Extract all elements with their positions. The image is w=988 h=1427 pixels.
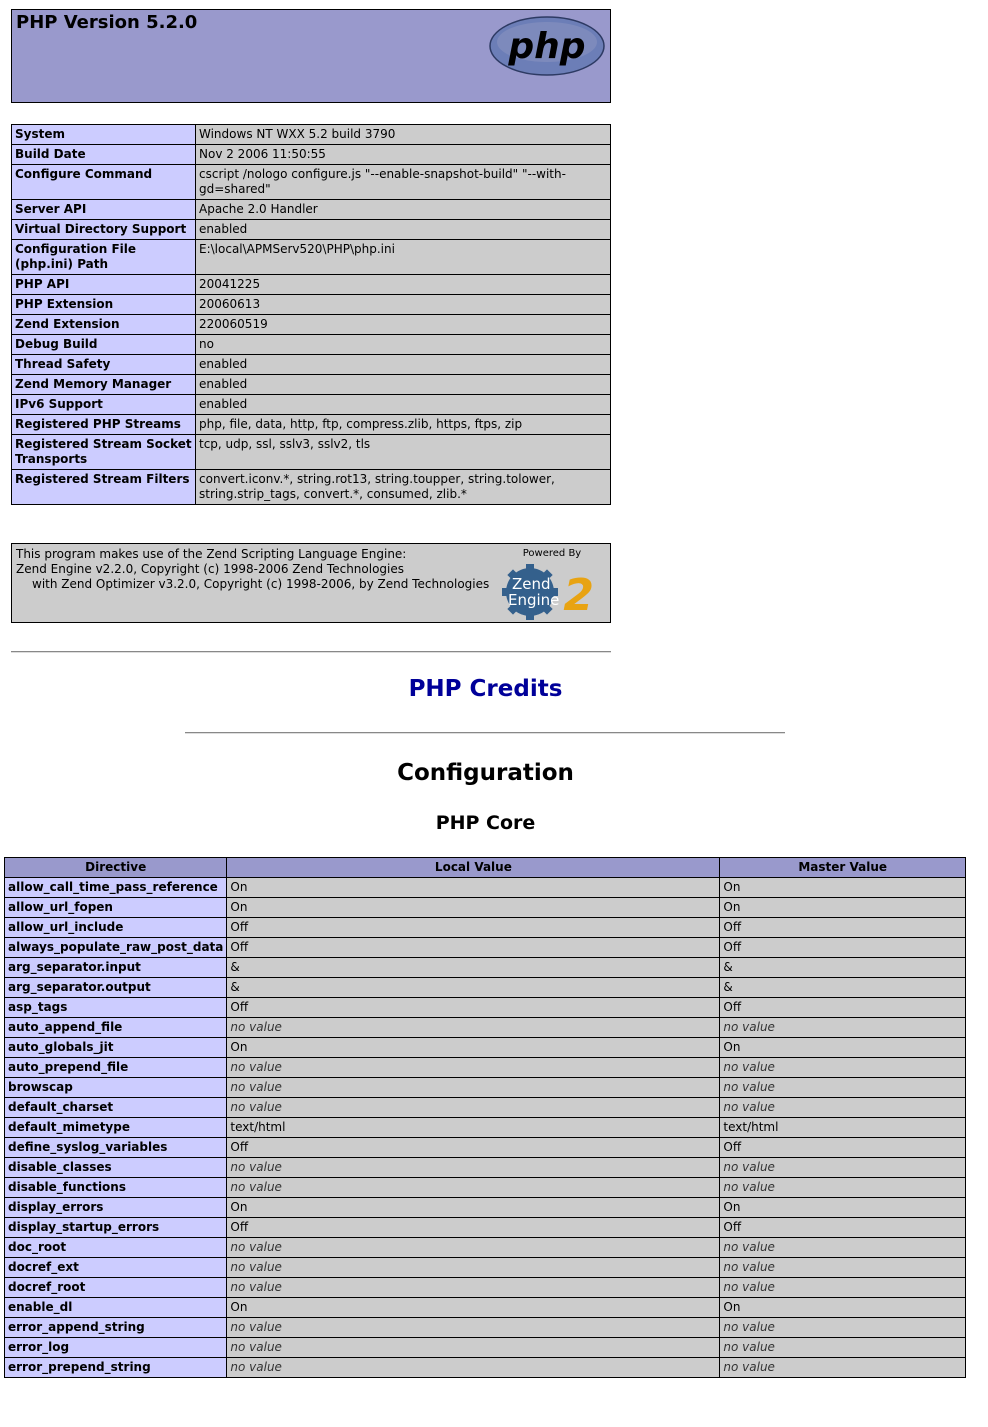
table-row [5, 1218, 966, 1238]
local-value: no value [227, 1318, 720, 1338]
master-value: On [720, 898, 966, 918]
local-value: Off [227, 918, 720, 938]
svg-text:Zend: Zend [512, 575, 551, 593]
master-value: no value [720, 1358, 966, 1378]
master-value: On [720, 1038, 966, 1058]
directive-name: disable_classes [5, 1158, 227, 1178]
directive-name: disable_functions [5, 1178, 227, 1198]
local-value: Off [227, 938, 720, 958]
table-row [12, 315, 611, 335]
table-row [12, 295, 611, 315]
divider [185, 732, 785, 734]
directive-name: docref_ext [5, 1258, 227, 1278]
local-value: Off [227, 1218, 720, 1238]
info-name: Registered PHP Streams [12, 415, 196, 435]
table-row [5, 898, 966, 918]
table-row [12, 375, 611, 395]
info-name: PHP Extension [12, 295, 196, 315]
svg-text:2: 2 [563, 570, 594, 621]
master-value: On [720, 878, 966, 898]
local-value: no value [227, 1238, 720, 1258]
directive-name: docref_root [5, 1278, 227, 1298]
directive-name: default_charset [5, 1098, 227, 1118]
directive-name: error_append_string [5, 1318, 227, 1338]
column-header-directive: Directive [5, 858, 227, 878]
table-row [5, 1198, 966, 1218]
master-value: On [720, 1198, 966, 1218]
table-row [12, 145, 611, 165]
master-value: no value [720, 1158, 966, 1178]
master-value: text/html [720, 1118, 966, 1138]
info-name: Build Date [12, 145, 196, 165]
table-row [5, 878, 966, 898]
directive-name: allow_url_include [5, 918, 227, 938]
info-name: System [12, 125, 196, 145]
directive-name: auto_globals_jit [5, 1038, 227, 1058]
local-value: On [227, 1198, 720, 1218]
directive-name: enable_dl [5, 1298, 227, 1318]
directive-name: allow_url_fopen [5, 898, 227, 918]
php-logo-icon[interactable] [489, 16, 605, 76]
local-value: text/html [227, 1118, 720, 1138]
table-row [12, 355, 611, 375]
info-value: no [196, 335, 611, 355]
table-row [5, 1298, 966, 1318]
master-value: no value [720, 1258, 966, 1278]
local-value: no value [227, 1358, 720, 1378]
info-name: Debug Build [12, 335, 196, 355]
table-row [5, 938, 966, 958]
table-row [12, 200, 611, 220]
page-title-cell [12, 10, 611, 103]
local-value: no value [227, 1338, 720, 1358]
info-value: enabled [196, 355, 611, 375]
info-value: enabled [196, 375, 611, 395]
php-core-table [4, 857, 966, 1378]
table-row [5, 1018, 966, 1038]
table-row [5, 1058, 966, 1078]
local-value: & [227, 958, 720, 978]
master-value: & [720, 978, 966, 998]
info-value: Apache 2.0 Handler [196, 200, 611, 220]
local-value: no value [227, 1258, 720, 1278]
svg-text:php: php [507, 25, 586, 67]
info-value: 220060519 [196, 315, 611, 335]
table-row [5, 1238, 966, 1258]
local-value: On [227, 1038, 720, 1058]
table-header-row [5, 858, 966, 878]
info-value: php, file, data, http, ftp, compress.zlib, https, ftps, zip [196, 415, 611, 435]
master-value: Off [720, 938, 966, 958]
directive-name: arg_separator.output [5, 978, 227, 998]
table-row [5, 1158, 966, 1178]
master-value: Off [720, 998, 966, 1018]
directive-name: display_startup_errors [5, 1218, 227, 1238]
directive-name: auto_prepend_file [5, 1058, 227, 1078]
table-row [5, 1138, 966, 1158]
master-value: no value [720, 1058, 966, 1078]
info-name: Zend Extension [12, 315, 196, 335]
local-value: no value [227, 1158, 720, 1178]
info-name: Configuration File (php.ini) Path [12, 240, 196, 275]
directive-name: define_syslog_variables [5, 1138, 227, 1158]
table-row [5, 1178, 966, 1198]
master-value: no value [720, 1318, 966, 1338]
directive-name: allow_call_time_pass_reference [5, 878, 227, 898]
column-header-local-value: Local Value [227, 858, 720, 878]
master-value: On [720, 1298, 966, 1318]
local-value: no value [227, 1098, 720, 1118]
table-row [5, 978, 966, 998]
table-row [12, 435, 611, 470]
master-value: no value [720, 1098, 966, 1118]
info-value: cscript /nologo configure.js "--enable-snapshot-build" "--with-gd=shared" [196, 165, 611, 200]
svg-text:Engine: Engine [508, 591, 560, 609]
table-row [12, 240, 611, 275]
table-row [5, 958, 966, 978]
directive-name: default_mimetype [5, 1118, 227, 1138]
zend-engine-box [11, 543, 611, 623]
info-name: Registered Stream Filters [12, 470, 196, 505]
info-name: Zend Memory Manager [12, 375, 196, 395]
master-value: Off [720, 918, 966, 938]
table-row [5, 1038, 966, 1058]
info-value: tcp, udp, ssl, sslv3, sslv2, tls [196, 435, 611, 470]
local-value: no value [227, 1058, 720, 1078]
master-value: no value [720, 1178, 966, 1198]
info-name: Configure Command [12, 165, 196, 200]
info-name: Thread Safety [12, 355, 196, 375]
master-value: & [720, 958, 966, 978]
system-info-table [11, 124, 611, 505]
table-row [5, 1078, 966, 1098]
info-name: Registered Stream Socket Transports [12, 435, 196, 470]
table-row [5, 1278, 966, 1298]
divider [11, 651, 611, 653]
svg-text:Powered By: Powered By [522, 548, 582, 559]
info-value: enabled [196, 220, 611, 240]
local-value: Off [227, 998, 720, 1018]
local-value: & [227, 978, 720, 998]
info-value: Windows NT WXX 5.2 build 3790 [196, 125, 611, 145]
table-row [12, 395, 611, 415]
php-core-heading: PHP Core [435, 812, 536, 834]
directive-name: display_errors [5, 1198, 227, 1218]
table-row [12, 275, 611, 295]
local-value: On [227, 878, 720, 898]
directive-name: error_log [5, 1338, 227, 1358]
info-value: Nov 2 2006 11:50:55 [196, 145, 611, 165]
php-credits-link[interactable]: PHP Credits [408, 676, 563, 702]
info-name: PHP API [12, 275, 196, 295]
table-row [5, 1358, 966, 1378]
info-value: 20041225 [196, 275, 611, 295]
directive-name: browscap [5, 1078, 227, 1098]
info-value: 20060613 [196, 295, 611, 315]
table-row [5, 1258, 966, 1278]
table-row [5, 1338, 966, 1358]
local-value: no value [227, 1078, 720, 1098]
table-row [12, 335, 611, 355]
table-row [5, 918, 966, 938]
zend-info-cell [12, 544, 611, 623]
zend-line-2: Zend Engine v2.2.0, Copyright (c) 1998-2006 Zend Technologies [16, 562, 405, 576]
directive-name: doc_root [5, 1238, 227, 1258]
local-value: no value [227, 1018, 720, 1038]
table-row [12, 125, 611, 145]
local-value: On [227, 898, 720, 918]
configuration-heading: Configuration [397, 760, 574, 786]
directive-name: asp_tags [5, 998, 227, 1018]
page-title: PHP Version 5.2.0 [16, 12, 198, 33]
master-value: no value [720, 1278, 966, 1298]
directive-name: error_prepend_string [5, 1358, 227, 1378]
zend-line-3: with Zend Optimizer v3.2.0, Copyright (c) 1998-2006, by Zend Technologies [32, 577, 490, 591]
zend-engine-logo-icon[interactable] [490, 546, 606, 622]
directive-name: always_populate_raw_post_data [5, 938, 227, 958]
directive-name: auto_append_file [5, 1018, 227, 1038]
local-value: no value [227, 1178, 720, 1198]
table-row [12, 165, 611, 200]
info-value: E:\local\APMServ520\PHP\php.ini [196, 240, 611, 275]
info-value: convert.iconv.*, string.rot13, string.toupper, string.tolower, string.strip_tags, convert.*, consumed, zlib.* [196, 470, 611, 505]
info-name: IPv6 Support [12, 395, 196, 415]
master-value: Off [720, 1138, 966, 1158]
master-value: no value [720, 1338, 966, 1358]
table-row [12, 470, 611, 505]
column-header-master-value: Master Value [720, 858, 966, 878]
local-value: On [227, 1298, 720, 1318]
table-row [5, 1098, 966, 1118]
zend-line-1: This program makes use of the Zend Scripting Language Engine: [16, 547, 407, 561]
local-value: Off [227, 1138, 720, 1158]
master-value: no value [720, 1018, 966, 1038]
info-value: enabled [196, 395, 611, 415]
master-value: no value [720, 1238, 966, 1258]
directive-name: arg_separator.input [5, 958, 227, 978]
info-name: Server API [12, 200, 196, 220]
table-row [5, 1318, 966, 1338]
php-version-header [11, 9, 611, 103]
table-row [5, 1118, 966, 1138]
info-name: Virtual Directory Support [12, 220, 196, 240]
master-value: Off [720, 1218, 966, 1238]
master-value: no value [720, 1078, 966, 1098]
table-row [5, 998, 966, 1018]
local-value: no value [227, 1278, 720, 1298]
table-row [12, 220, 611, 240]
table-row [12, 415, 611, 435]
